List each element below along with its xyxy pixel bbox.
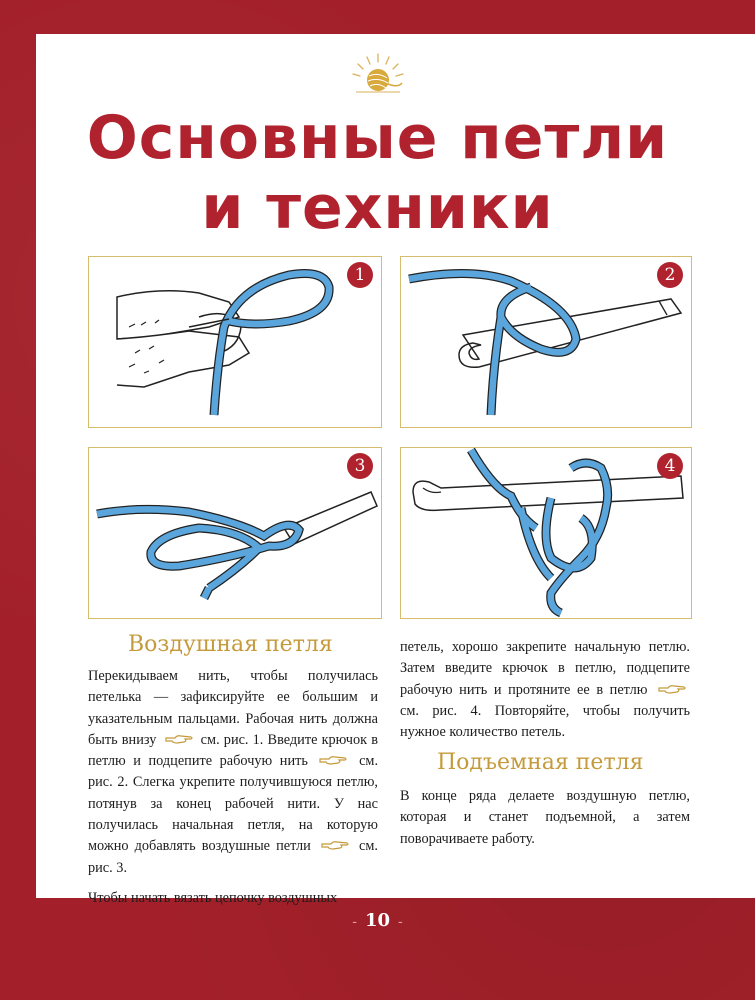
page-number-ornament-left: - bbox=[352, 914, 357, 930]
figure-4-illustration bbox=[401, 448, 691, 618]
pointing-hand-icon bbox=[319, 754, 347, 766]
pointing-hand-icon bbox=[321, 839, 349, 851]
text-span: см. рис. 2. Слегка укрепите получившуюся петлю, потянув за конец рабочей нити. У нас получилась начальная петля, на которую можно добавлять воздушные петли bbox=[88, 753, 379, 855]
paragraph-turning-1: В конце ряда делаете воздушную петлю, которая и станет подъемной, а затем поворачиваете работу. bbox=[400, 788, 690, 847]
figure-4 bbox=[400, 447, 692, 619]
text-span: см. рис. 4. Повторяйте, чтобы получить нужное количество петель. bbox=[400, 702, 690, 741]
text-span: петель, хорошо закрепите начальную петлю. Затем введите крючок в петлю, подцепите рабочую нить и протяните ее в петлю bbox=[400, 639, 690, 698]
text-span: Перекидываем нить, чтобы получилась петелька — зафиксируйте ее большим и указательным пальцами. Рабочая нить должна быть внизу bbox=[88, 668, 378, 748]
text-span: см. рис. 3. bbox=[88, 838, 378, 876]
pointing-hand-icon bbox=[165, 733, 193, 745]
figure-1-illustration bbox=[89, 257, 381, 427]
text-column-right bbox=[400, 637, 690, 743]
page-number-text: 10 bbox=[364, 910, 391, 931]
paragraph-chain-continued bbox=[400, 637, 690, 743]
yarn-ball-emblem-icon bbox=[348, 50, 408, 94]
figure-2-illustration bbox=[401, 257, 691, 427]
text-turning bbox=[400, 786, 690, 850]
section-heading-chain: Воздушная петля bbox=[128, 632, 333, 657]
figure-1 bbox=[88, 256, 382, 428]
text-column-left bbox=[88, 666, 378, 909]
paragraph-chain-2: Чтобы начать вязать цепочку воздушных bbox=[88, 889, 338, 906]
page-number-ornament-right: - bbox=[398, 914, 403, 930]
page-number bbox=[0, 910, 755, 931]
section-heading-turning: Подъемная петля bbox=[437, 750, 644, 775]
paragraph-chain-1 bbox=[88, 666, 378, 879]
page-title-line1: Основные петли bbox=[86, 103, 669, 173]
page-title-line2: и техники bbox=[201, 173, 554, 243]
figure-3-illustration bbox=[89, 448, 381, 618]
text-span: см. рис. 1. Введите крючок в петлю и подцепите рабочую нить bbox=[88, 731, 378, 770]
figure-2 bbox=[400, 256, 692, 428]
pointing-hand-icon bbox=[658, 683, 686, 695]
figure-4-number: 4 bbox=[657, 453, 683, 479]
figure-2-number: 2 bbox=[657, 262, 683, 288]
figure-3 bbox=[88, 447, 382, 619]
figure-1-number: 1 bbox=[347, 262, 373, 288]
figure-3-number: 3 bbox=[347, 453, 373, 479]
